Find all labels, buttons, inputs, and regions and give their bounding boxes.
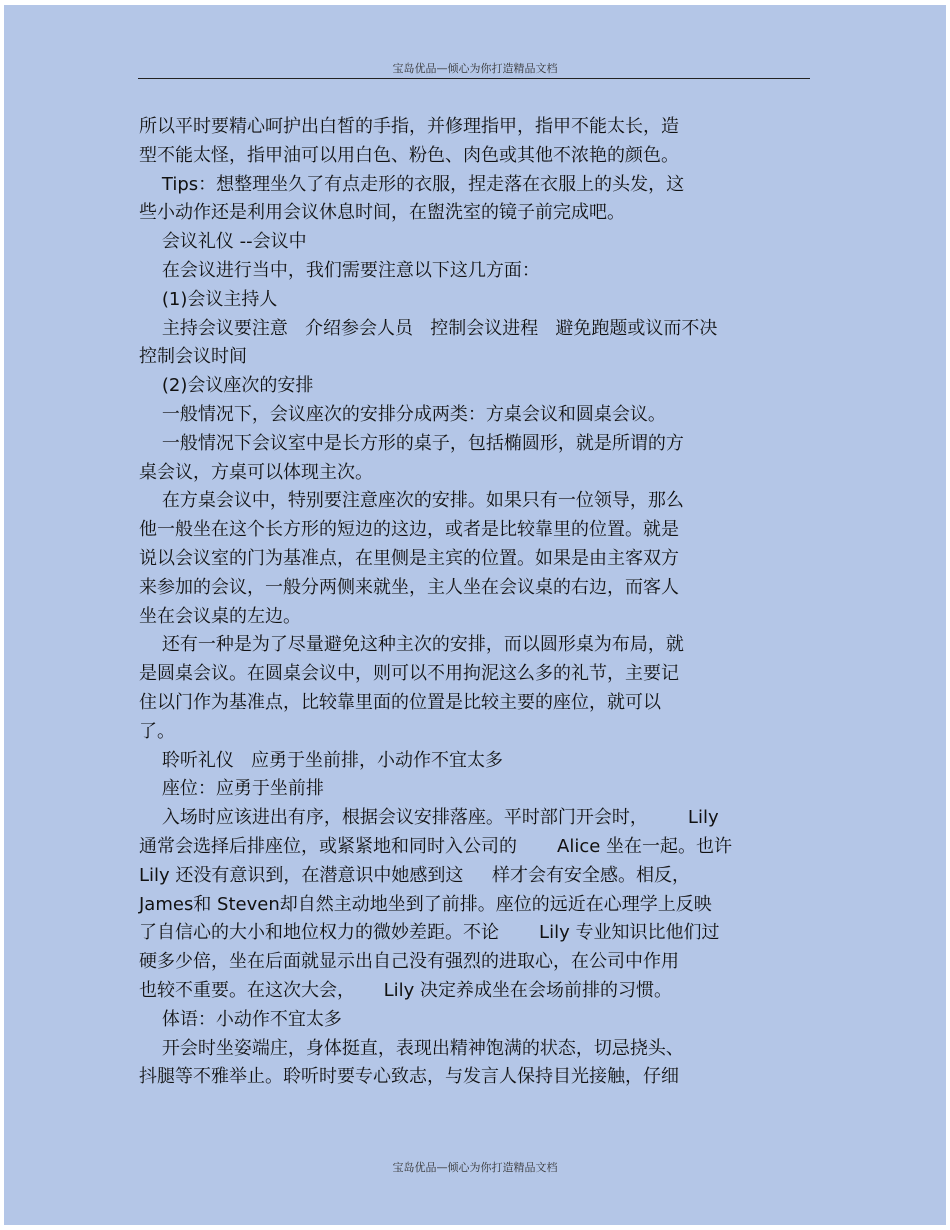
text-line: 来参加的会议，一般分两侧来就坐，主人坐在会议桌的右边，而客人: [139, 576, 679, 598]
text-line: James和 Steven却自然主动地坐到了前排。座位的远近在心理学上反映: [139, 893, 712, 915]
text-line: 桌会议，方桌可以体现主次。: [139, 461, 373, 483]
text-line: 聆听礼仪 应勇于坐前排，小动作不宜太多: [139, 749, 504, 771]
text-line: 开会时坐姿端庄，身体挺直，表现出精神饱满的状态，切忌挠头、: [139, 1037, 684, 1059]
text-line: 些小动作还是利用会议休息时间，在盥洗室的镜子前完成吧。: [139, 202, 625, 224]
text-line: 说以会议室的门为基准点，在里侧是主宾的位置。如果是由主客双方: [139, 547, 679, 569]
text-line: 入场时应该进出有序，根据会议安排落座。平时部门开会时， Lily: [139, 807, 719, 829]
text-line: Lily 还没有意识到，在潜意识中她感到这 样才会有安全感。相反，: [139, 864, 691, 886]
text-line: 体语：小动作不宜太多: [139, 1008, 342, 1030]
text-line: 抖腿等不雅举止。聆听时要专心致志，与发言人保持目光接触，仔细: [139, 1066, 679, 1088]
text-line: 坐在会议桌的左边。: [139, 605, 301, 627]
text-line: 还有一种是为了尽量避免这种主次的安排，而以圆形桌为布局，就: [139, 634, 684, 656]
text-line: 硬多少倍，坐在后面就显示出自己没有强烈的进取心，在公司中作用: [139, 951, 679, 973]
text-line: 了自信心的大小和地位权力的微妙差距。不论 Lily 专业知识比他们过: [139, 922, 720, 944]
header-divider: [138, 78, 810, 79]
text-line: 是圆桌会议。在圆桌会议中，则可以不用拘泥这么多的礼节，主要记: [139, 663, 679, 685]
page-footer: 宝岛优品—倾心为你打造精品文档: [392, 1161, 558, 1174]
document-page: [4, 5, 946, 1225]
text-line: 主持会议要注意 介绍参会人员 控制会议进程 避免跑题或议而不决: [139, 317, 718, 339]
text-line: (2)会议座次的安排: [139, 375, 314, 397]
text-line: 了。: [139, 720, 175, 742]
text-line: (1)会议主持人: [139, 288, 278, 310]
document-body: [139, 113, 819, 1092]
text-line: 控制会议时间: [139, 346, 247, 368]
text-line: Tips：想整理坐久了有点走形的衣服，捏走落在衣服上的头发，这: [139, 173, 685, 195]
text-line: 座位：应勇于坐前排: [139, 778, 324, 800]
text-line: 也较不重要。在这次大会， Lily 决定养成坐在会场前排的习惯。: [139, 979, 673, 1001]
text-line: 会议礼仪 --会议中: [139, 231, 307, 253]
text-line: 型不能太怪，指甲油可以用白色、粉色、肉色或其他不浓艳的颜色。: [139, 144, 679, 166]
text-line: 所以平时要精心呵护出白皙的手指，并修理指甲，指甲不能太长，造: [139, 116, 679, 137]
page-header: 宝岛优品—倾心为你打造精品文档: [392, 62, 558, 75]
text-line: 在会议进行当中，我们需要注意以下这几方面：: [139, 259, 540, 281]
text-line: 一般情况下会议室中是长方形的桌子，包括椭圆形，就是所谓的方: [139, 432, 684, 454]
text-line: 在方桌会议中，特别要注意座次的安排。如果只有一位领导，那么: [139, 490, 684, 512]
text-line: 通常会选择后排座位，或紧紧地和同时入公司的 Alice 坐在一起。也许: [139, 835, 733, 857]
text-line: 他一般坐在这个长方形的短边的这边，或者是比较靠里的位置。就是: [139, 519, 679, 541]
text-line: 住以门作为基准点，比较靠里面的位置是比较主要的座位，就可以: [139, 691, 661, 713]
text-line: 一般情况下，会议座次的安排分成两类：方桌会议和圆桌会议。: [139, 403, 666, 425]
